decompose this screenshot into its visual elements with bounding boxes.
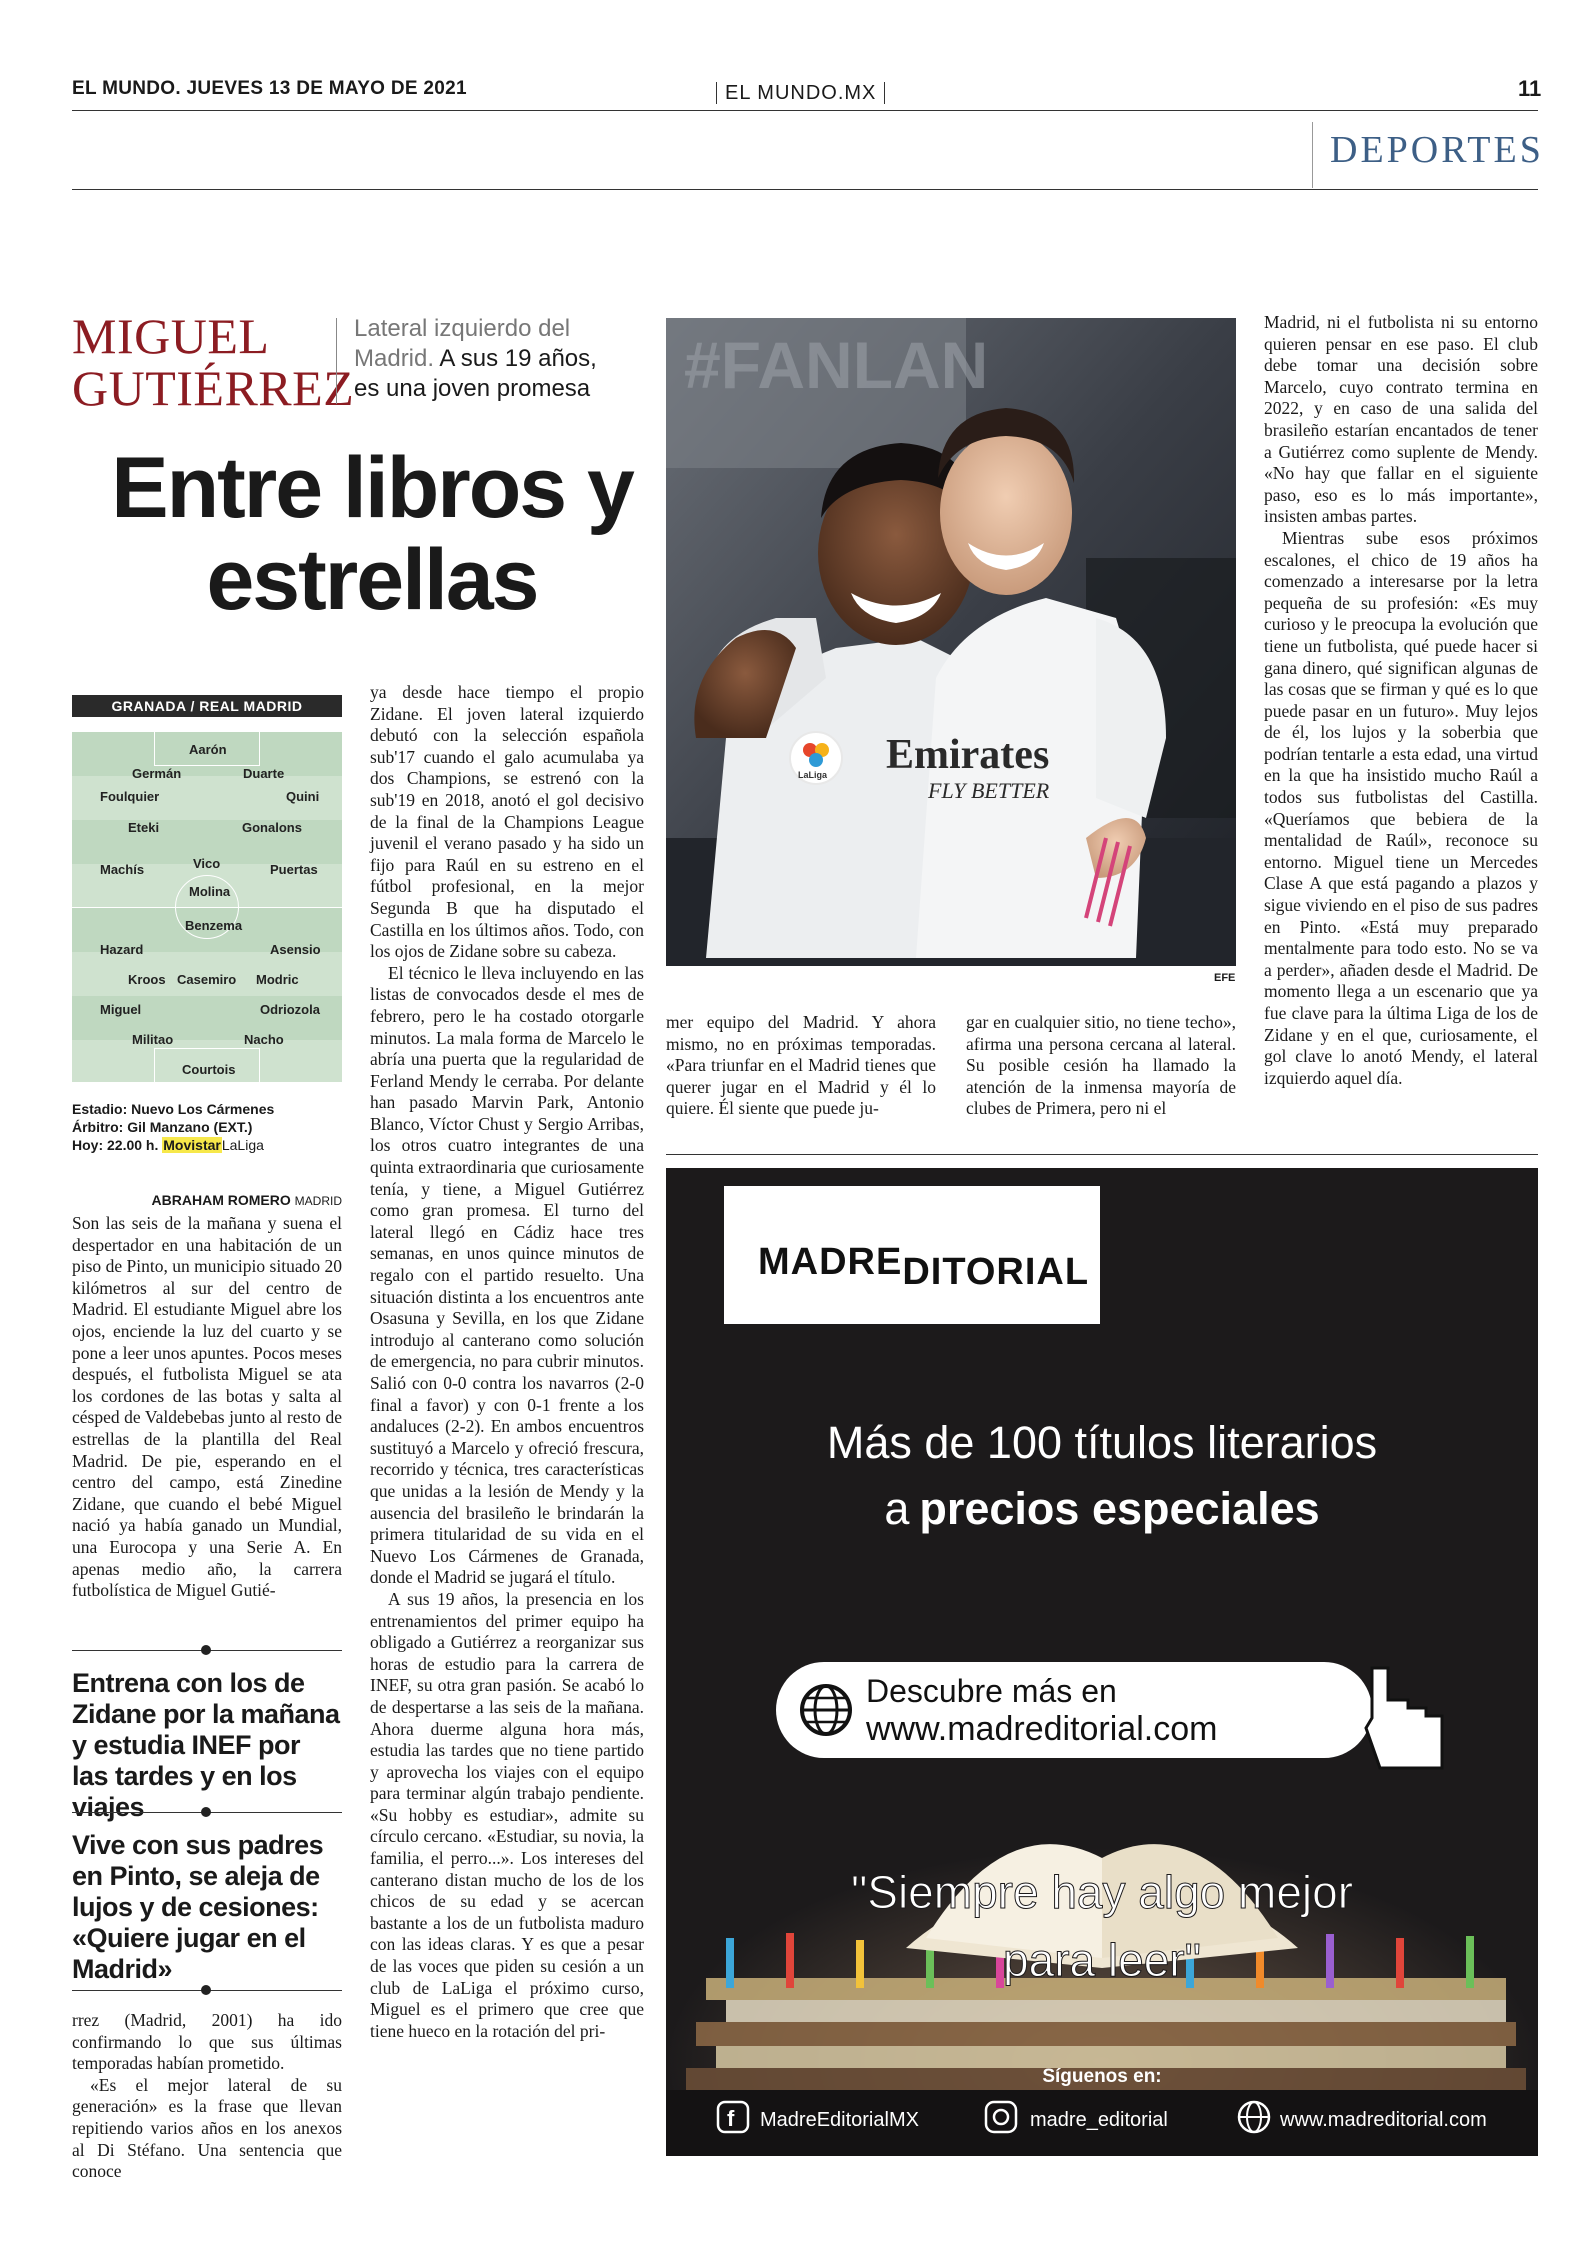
photo-sponsor-1: Emirates <box>886 732 1050 778</box>
player-label: Machís <box>100 862 145 877</box>
pullquote-1: Entrena con los de Zidane por la mañana y estudia INEF por las tardes y en los viajes <box>72 1668 340 1822</box>
player-label: Duarte <box>243 766 285 781</box>
paragraph: rrez (Madrid, 2001) ha ido confirmando lo que sus últimas temporadas habían prometido. <box>72 2010 342 2074</box>
kickoff-time: Hoy: 22.00 h. <box>72 1137 159 1153</box>
advertisement[interactable] <box>666 1168 1538 2156</box>
player-label: Quini <box>286 789 320 804</box>
pullquote-divider <box>72 1650 342 1651</box>
headline <box>72 442 672 626</box>
player-label: Miguel <box>100 1002 142 1017</box>
player-label: Vico <box>193 856 221 871</box>
paragraph: gar en cualquier sitio, no tiene techo», afirma una persona cercana al lateral. Su posible cesión ha llamado la atención de la inmensa mayoría de clubes de Primera, pero ni el <box>966 1012 1236 1119</box>
headline-line1: Entre libros y <box>111 440 633 536</box>
player-label: Gonalons <box>242 820 302 835</box>
byline <box>72 1192 342 1208</box>
player-label: Germán <box>132 766 182 781</box>
player-label: Nacho <box>244 1032 284 1047</box>
paragraph: A sus 19 años, la presencia en los entrenamientos del primer equipo ha obligado a Gutiérrez a reorganizar sus horas de estudio para la carrera de INEF, su otra gran pasión. Se acabó lo de despertarse a las seis de la mañana. Ahora duerme alguna hora más, estudia las tardes que no tiene partido y aprovecha los viajes con el equipo para terminar algún trabajo pendiente. «Su hobby es estudiar», admite su círculo cercano. «Estudiar, su novia, la familia, el perro...». Los intereses del canterano distan mucho de los de los chicos de su edad y se acercan bastante a los de un futbolista maduro con las ideas claras. Y es que a pesar de las voces que piden su cesión a un club de LaLiga el próximo curso, Miguel es el primero que cree que tiene hueco en la rotación del pri- <box>370 1588 644 2041</box>
player-label: Hazard <box>100 942 144 957</box>
ad-slogan-line2: para leer" <box>1003 1934 1201 1986</box>
photo-credit: EFE <box>1214 972 1236 984</box>
pullquote-divider <box>72 1990 342 1991</box>
pullquote-divider <box>72 1812 342 1813</box>
player-label: Foulquier <box>100 789 160 804</box>
tv-channel-highlight: Movistar <box>163 1137 221 1153</box>
article-col3 <box>666 1012 936 1126</box>
photo-illustration <box>666 318 1236 966</box>
photo-badge-label: LaLiga <box>798 770 828 780</box>
ad-follow-label: Síguenos en: <box>1042 2066 1162 2087</box>
player-label: Molina <box>189 884 231 899</box>
ad-headline-pre: a <box>884 1483 910 1534</box>
byline-city: MADRID <box>294 1194 342 1208</box>
player-label: Courtois <box>182 1062 236 1077</box>
kicker-description <box>354 314 614 404</box>
player-label: Militao <box>132 1032 174 1047</box>
site-name[interactable]: EL MUNDO.MX <box>716 82 885 104</box>
ad-brand-a: MADRE <box>758 1241 903 1283</box>
player-name-line1: MIGUEL <box>72 308 270 364</box>
referee: Árbitro: Gil Manzano (EXT.) <box>72 1119 253 1135</box>
svg-text:aprecios especiales <box>884 1483 1319 1534</box>
player-label: Casemiro <box>177 972 237 987</box>
player-label: Asensio <box>270 942 321 957</box>
player-label: Benzema <box>185 918 243 933</box>
article-col4 <box>966 1012 1236 1126</box>
player-name <box>72 308 355 416</box>
ad-brand-b: DITORIAL <box>902 1251 1090 1293</box>
ad-artwork <box>666 1168 1538 2156</box>
broadcast <box>72 1136 342 1154</box>
player-label: Kroos <box>128 972 166 987</box>
player-name-line2: GUTIÉRREZ <box>72 360 355 416</box>
lineup-title: GRANADA / REAL MADRID <box>72 695 342 717</box>
svg-text:f: f <box>727 2106 735 2131</box>
headline-line2: estrellas <box>206 532 538 628</box>
section-name: DEPORTES <box>1330 129 1544 171</box>
kicker-divider <box>336 318 337 404</box>
tv-channel-rest: LaLiga <box>221 1137 264 1153</box>
player-label: Aarón <box>189 742 227 757</box>
kicker-desc-black: A sus 19 años, es una joven promesa <box>354 345 597 402</box>
player-label: Eteki <box>128 820 160 835</box>
article-col2 <box>370 682 644 2168</box>
player-label: Puertas <box>270 862 318 877</box>
page-number: 11 <box>1518 76 1542 101</box>
paragraph: El técnico le lleva incluyendo en las listas de convocados desde el mes de febrero, pero le ha costado otorgarle minutos. La mala forma de Marcelo le abría una puerta que la regularidad de Ferland Mendy le cerraba. Por delante han pasado Marvin Park, Antonio Blanco, Víctor Chust y Sergio Arribas, los otros cuatro integrantes de una quinta extraordinaria que curiosamente tenía, y tiene, a Miguel Gutiérrez como gran promesa. El turno del lateral llegó en Cádiz hace tres semanas, en unos quince minutos de regalo con el partido resuelto. Una situación distinta a los encuentros ante Osasuna y Sevilla, en los que Zidane introdujo al canterano como solución de emergencia, no para cubrir minutos. Salió con 0-0 contra los navarros (2-0 final a favor) y con 0-1 frente a los andaluces (2-2). En ambos encuentros sustituyó a Marcelo y ofreció frescura, recorrido y técnica, tres características que unidas a la lesión de Mendy y la ausencia del brasileño le brindarán la primera titularidad de su vida en el Nuevo Los Cármenes de Granada, donde el Madrid se jugará el título. <box>370 962 644 1588</box>
photo-banner: #FANLAN <box>684 328 989 402</box>
ad-facebook: MadreEditorialMX <box>760 2109 919 2131</box>
paragraph: mer equipo del Madrid. Y ahora mismo, no en próximas temporadas. «Para triunfar en el Madrid tienes que querer jugar en el Madrid y él lo quiere. Él siente que puede ju- <box>666 1012 936 1119</box>
ad-instagram: madre_editorial <box>1030 2109 1168 2131</box>
stadium: Estadio: Nuevo Los Cármenes <box>72 1101 275 1117</box>
ad-slogan-line1: "Siempre hay algo mejor <box>850 1866 1354 1918</box>
ad-web: www.madreditorial.com <box>1280 2109 1487 2131</box>
header-rule <box>72 110 1538 111</box>
article-col5 <box>1264 312 1538 1128</box>
ad-headline-bold: precios especiales <box>919 1483 1320 1534</box>
paragraph: Madrid, ni el futbolista ni su entorno quieren pensar en ese paso. El club debe tomar una decisión sobre Marcelo, cuyo contrato termina en 2022, y en caso de una salida del brasileño estarían encantados de tener a Gutiérrez como suplente de Mendy. «No hay que fallar en el siguiente paso, eso es lo más importante», insisten ambas partes. <box>1264 312 1538 527</box>
photo-sponsor-2: FLY BETTER <box>928 778 1050 803</box>
match-info <box>72 1100 342 1154</box>
ad-rule <box>666 1154 1538 1155</box>
article-photo <box>666 318 1236 966</box>
kicker-desc-gray: Lateral izquierdo del Madrid. <box>354 315 571 372</box>
article-col1-top <box>72 1213 342 1641</box>
pullquote-2: Vive con sus padres en Pinto, se aleja de lujos y de cesiones: «Quiere jugar en el Madrid» <box>72 1830 324 1984</box>
player-label: Modric <box>256 972 299 987</box>
author: ABRAHAM ROMERO <box>151 1192 291 1208</box>
ad-cta-line1: Descubre más en <box>866 1673 1117 1709</box>
ad-headline-line1: Más de 100 títulos literarios <box>826 1417 1378 1468</box>
lineup-pitch <box>72 732 342 1082</box>
paragraph: «Es el mejor lateral de su generación» es la frase que llevan repitiendo varios años en los anexos al Di Stéfano. Una sentencia que conoce <box>72 2074 342 2182</box>
paragraph: Mientras sube esos próximos escalones, el chico de 19 años ha comenzado a interesarse por la letra pequeña de su profesión: «Es muy curioso y le preocupa la evolución que tiene un futbolista, qué puede hacer si gana dinero, qué significan algunas de las cosas que se firman y qué es lo que puede pasar en un futuro». Muy lejos de él, los lujos y la soberbia que podrían tentarle a esta edad, una virtud en la que ha insistido mucho Raúl a todos sus futbolistas del Castilla. «Queríamos que bebiera de la mentalidad de Raúl», reconoce su entorno. Miguel tiene un Mercedes Clase A que está pagando a plazos y sigue viviendo en el piso de sus padres en Pinto. «Está muy preparado mentalmente para todo esto. No se va a perder», añaden desde el Madrid. De momento llega a un escenario que ya fue clave para la última Liga de los de Zidane y en el que, curiosamente, el gol clave lo anotó Mendy, el lateral izquierdo aquel día. <box>1264 527 1538 1088</box>
player-label: Odriozola <box>260 1002 320 1017</box>
article-col1-bottom <box>72 2010 342 2182</box>
section-rule <box>72 189 1538 190</box>
date-line: EL MUNDO. JUEVES 13 DE MAYO DE 2021 <box>72 78 467 99</box>
paragraph: Son las seis de la mañana y suena el despertador en una habitación de un piso de Pinto, un municipio situado 20 kilómetros al sur del centro de Madrid. El estudiante Miguel abre los ojos, enciende la luz del cuarto y se pone a leer unos apuntes. Pocos meses después, el futbolista Miguel se ata los cordones de las botas y salta al césped de Valdebebas junto al resto de estrellas de la plantilla del Real Madrid. De pie, esperando en el centro del campo, está Zinedine Zidane, que cuando el bebé Miguel nació ya había ganado un Mundial, una Eurocopa y una Serie A. En apenas medio año, la carrera futbolística de Miguel Gutié- <box>72 1213 342 1601</box>
paragraph: ya desde hace tiempo el propio Zidane. El joven lateral izquierdo debutó con la selección española sub'17 cuando el galo acumulaba ya dos Champions, se estrenó con la sub'19 en 2018, anotó el gol decisivo de la final de la Champions League juvenil el verano pasado y ha sido un fijo para Raúl en su estreno en el fútbol profesional, en la mejor Segunda B que ha disputado el Castilla en los últimos años. Todo, con los ojos de Zidane sobre su cabeza. <box>370 682 644 962</box>
ad-cta-line2: www.madreditorial.com <box>866 1710 1218 1748</box>
